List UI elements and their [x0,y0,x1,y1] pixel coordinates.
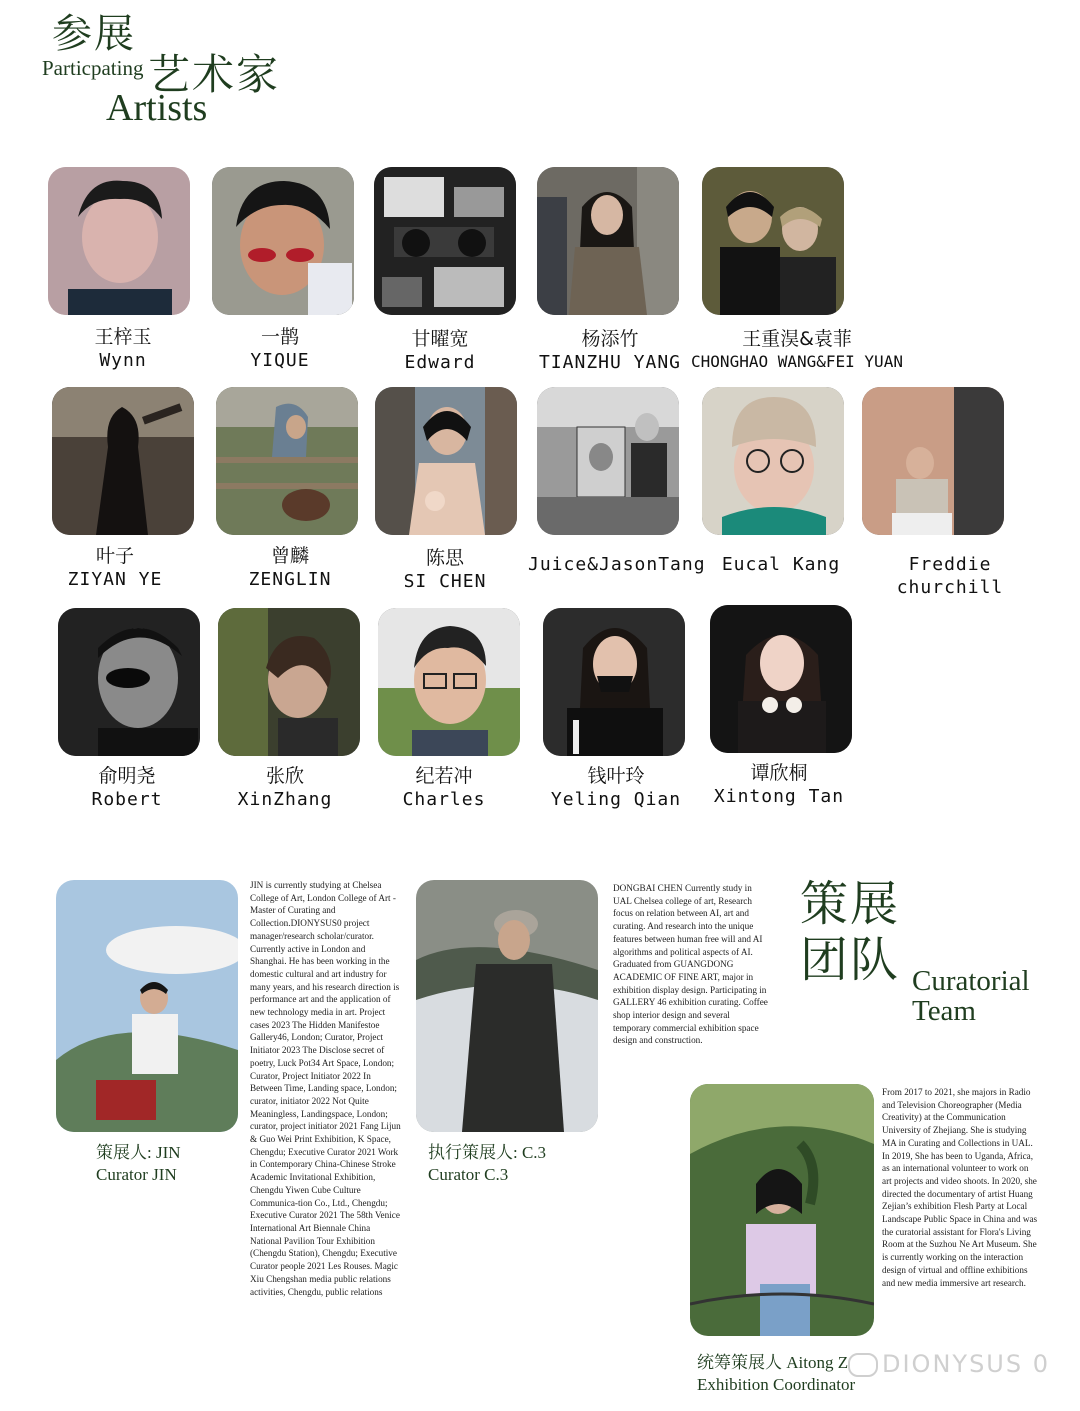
artist-name-zh: 王重淏&袁菲 [742,328,852,350]
curator-caption-zh: 统筹策展人 Aitong Z [697,1353,849,1372]
artist-label-zenglin [215,545,365,591]
artist-photo-edward [374,167,516,315]
curatorial-team-title-zh-line1: 策展 [800,876,901,932]
curator-caption-zh: 执行策展人: C.3 [428,1143,547,1162]
artist-name-en: SI CHEN [403,570,487,592]
artist-name-zh: 钱叶玲 [587,765,645,787]
artist-photo-yique [212,167,354,315]
curator-caption-en: Curator C.3 [428,1165,509,1184]
artist-name-zh: 王梓玉 [94,326,152,348]
curator-caption-coordinator [697,1352,855,1396]
artist-photo-yeling-qian [543,608,685,756]
artist-name-en: CHONGHAO WANG&FEI YUAN [691,351,903,371]
artist-name-zh: 曾麟 [270,545,309,567]
artist-photo-tianzhu-yang [537,167,679,315]
artist-name-en: Edward [404,351,476,373]
artist-photo-chonghao-wang-fei-yuan [702,167,844,315]
artist-label-yeling-qian [536,765,696,811]
curatorial-team-title-en-line1: Curatorial [912,965,1030,997]
curatorial-team-title-en [912,966,1030,1026]
artist-name-zh: 杨添竹 [581,328,639,350]
artist-name-en: ZENGLIN [248,568,332,590]
artist-name-zh: 甘曜宽 [411,328,469,350]
artist-photo-freddie-churchill [862,387,1004,535]
artist-name-zh: 俞明尧 [98,765,156,787]
artist-label-yique [205,326,355,372]
curator-photo-c3 [416,880,598,1132]
curator-photo-jin [56,880,238,1132]
artist-label-si-chen [370,547,520,593]
curatorial-team-title-en-line2: Team [912,995,976,1027]
title-en-participating: Particpating [42,56,144,80]
curator-photo-coordinator [690,1084,874,1336]
artist-label-tianzhu-yang [530,328,690,374]
curatorial-team-title-zh [800,876,900,988]
artist-label-juice-jasontang [528,554,706,577]
artist-name-zh: 谭欣桐 [750,762,808,784]
artist-name-en: Xintong Tan [713,785,845,807]
watermark [848,1350,1050,1378]
curatorial-team-title-zh-line2: 团队 [800,932,901,988]
artist-label-wynn [48,326,198,372]
artist-label-charles [369,765,519,811]
artist-photo-eucal-kang [702,387,844,535]
curator-caption-jin [96,1142,181,1186]
artist-name-en: Yeling Qian [550,788,682,810]
artist-photo-juice-jasontang [537,387,679,535]
artist-name-en: Juice&JasonTang [528,554,706,575]
artist-name-en: Robert [91,788,163,810]
wechat-icon [848,1353,878,1377]
artist-label-chonghao-wang-fei-yuan [684,328,910,372]
artist-name-zh: 陈思 [425,547,464,569]
artist-label-robert [52,765,202,811]
artist-photo-zenglin [216,387,358,535]
artist-name-en: ZIYAN YE [67,568,163,590]
artist-name-en: YIQUE [250,349,310,371]
artist-label-edward [365,328,515,374]
artist-label-xintong-tan [704,762,854,808]
artist-photo-xintong-tan [710,605,852,753]
curator-bio-c3: DONGBAI CHEN Currently study in UAL Chelsea college of art, Research focus on relation between AI, art and curating. And research into the unique features between human free will and AI algorithms and political aspects of AI. Graduated from GUANGDONG ACADEMIC OF FINE ART, major in exhibition display design. Participating in GALLERY 46 exhibition curating. Coffee shop interior design and several temporary commercial exhibition space design and construction. [613,883,768,1046]
curator-caption-en: Exhibition Coordinator [697,1375,856,1394]
curator-caption-zh: 策展人: JIN [96,1143,181,1162]
curator-caption-en: Curator JIN [96,1165,177,1184]
artist-name-en: Charles [402,788,486,810]
artist-name-zh: 一鹊 [260,326,299,348]
artist-photo-wynn [48,167,190,315]
artist-photo-robert [58,608,200,756]
artist-name-en: Freddie churchill [896,554,1004,598]
curator-bio-jin: JIN is currently studying at Chelsea College of Art, London College of Art - Master of Curating and Collection.DIONYSUS0 project manager/research scholar/curator. Currently active in London and Shanghai. He has been working in the domestic cultural and art industry for many years, and his research direction is performance art and the application of new technology media in art. Project cases 2023 The Hidden Manifestoe Gallery46, London; Curator, Project Initiator 2023 The Disclose secret of poetry, Luck Pot34 Art Space, London; Curator, Project Initiator 2022 In Between Time, Landing space, London; curator, initiator 2022 Not Quite Meaningless, Landingspace, London; curator, project initiator 2021 Fang Lijun & Guo Wei Print Exhibition, K Space, Chengdu; Executive Curator 2021 Work in Contemporary China-Chinese Stroke Academic Invitational Exhibition, Chengdu Yiwen Cube Culture Communica-tion Co., Ltd., Chengdu; Executive Curator 2021 The 58th Venice International Art Biennale China National Pavilion Tour Exhibition (Chengdu Station), Chengdu; Executive Curator people 2021 Les Rouses. Magic Xiu Chengshan media public relations activities, Chengdu, public relations [250,880,401,1297]
artist-label-freddie-churchill [852,554,1048,599]
artist-label-ziyan-ye [40,545,190,591]
artist-name-en: Eucal Kang [721,554,841,575]
artist-name-en: XinZhang [237,788,333,810]
artist-name-zh: 纪若冲 [415,765,473,787]
curator-caption-c3 [428,1142,546,1186]
watermark-text: DIONYSUS 0 [882,1350,1050,1378]
artist-name-en: TIANZHU YANG [538,351,682,373]
curator-bio-coordinator: From 2017 to 2021, she majors in Radio and Television Choreographer (Media Creativity) at the Communication University of Zhejiang. She is studying MA in Curating and Collections in UAL. In 2019, She has been to Uganda, Africa, as an international volunteer to work on art projects and video shoots. In 2020, she directed the documentary of artist Huang Zejian’s exhibition Flesh Party at Local Landscape Public Space in China and was the curatorial assistant for Flora's Living Room at the Suzhou Ne Art Museum. She is currently working on the interaction design of virtual and offline exhibitions and new media immersive art research. [882,1087,1038,1288]
artist-photo-si-chen [375,387,517,535]
title-zh-artists: 艺术家 [148,50,281,99]
artist-photo-charles [378,608,520,756]
title-en-artists: Artists [106,87,208,129]
artist-label-eucal-kang [706,554,856,577]
artist-photo-ziyan-ye [52,387,194,535]
artist-photo-xinzhang [218,608,360,756]
artist-label-xinzhang [210,765,360,811]
artist-name-zh: 张欣 [265,765,304,787]
title-zh-participating: 参展 [52,11,136,57]
artist-name-zh: 叶子 [95,545,134,567]
artist-name-en: Wynn [99,349,147,371]
